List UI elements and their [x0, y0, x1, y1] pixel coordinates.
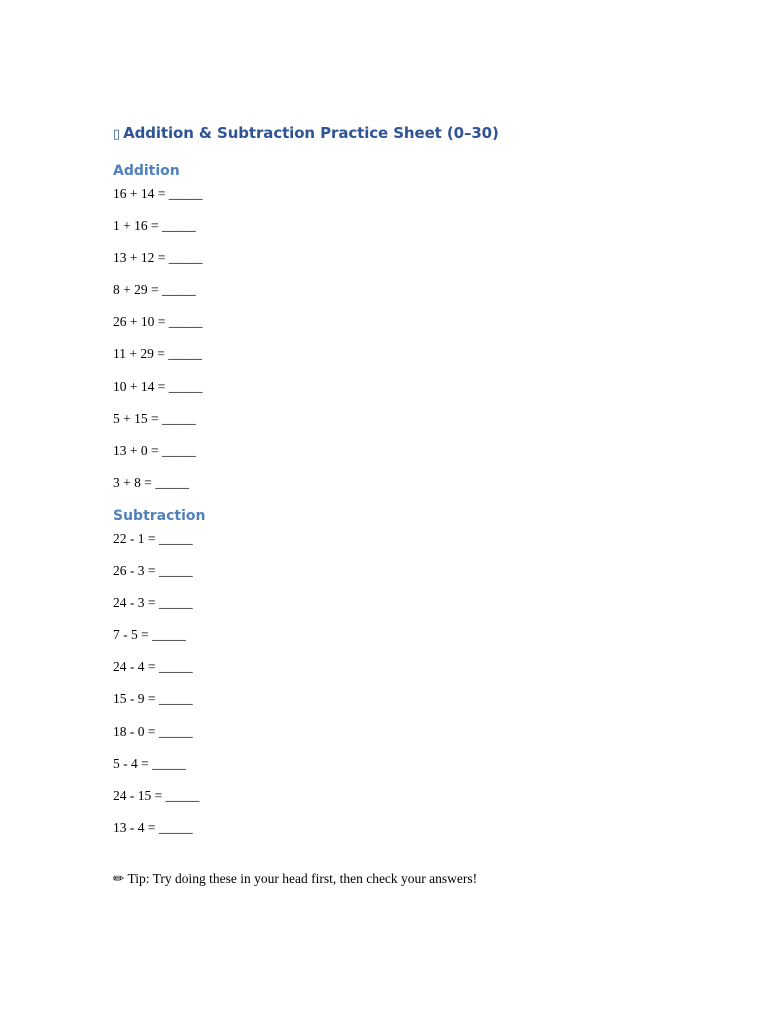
subtraction-problem: 24 - 15 = _____: [113, 787, 200, 803]
subtraction-problem: 22 - 1 = _____: [113, 531, 193, 546]
tip-text: ✏ Tip: Try doing these in your head first, then check your answers!: [113, 871, 478, 886]
page-title: [113, 124, 499, 142]
addition-heading: Addition: [113, 163, 180, 179]
subtraction-problem-list: [113, 531, 199, 852]
subtraction-problem: 24 - 3 = _____: [113, 595, 193, 611]
addition-problem: 13 + 12 = _____: [113, 250, 203, 266]
subtraction-problem: 24 - 4 = _____: [113, 659, 193, 675]
addition-problem: 16 + 14 = _____: [113, 186, 203, 201]
addition-problem: 8 + 29 = _____: [113, 282, 196, 298]
missing-glyph-icon: ▯: [113, 127, 121, 142]
subtraction-problem: 15 - 9 = _____: [113, 691, 193, 707]
addition-problem-list: [113, 186, 202, 507]
subtraction-problem: 13 - 4 = _____: [113, 819, 193, 835]
addition-problem: 3 + 8 = _____: [113, 474, 189, 490]
addition-problem: 26 + 10 = _____: [113, 314, 203, 330]
subtraction-problem: 18 - 0 = _____: [113, 723, 193, 739]
addition-problem: 5 + 15 = _____: [113, 410, 196, 426]
addition-problem: 10 + 14 = _____: [113, 378, 203, 394]
subtraction-problem: 7 - 5 = _____: [113, 627, 186, 643]
addition-problem: 13 + 0 = _____: [113, 442, 196, 458]
subtraction-problem: 5 - 4 = _____: [113, 755, 186, 771]
page-title-text: Addition & Subtraction Practice Sheet (0–30): [123, 124, 499, 142]
addition-problem: 1 + 16 = _____: [113, 218, 196, 234]
addition-problem: 11 + 29 = _____: [113, 346, 202, 362]
subtraction-heading: Subtraction: [113, 508, 206, 524]
subtraction-problem: 26 - 3 = _____: [113, 563, 193, 579]
